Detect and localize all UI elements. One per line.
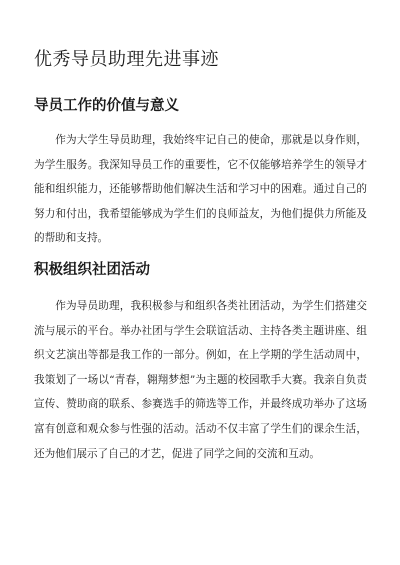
section-paragraph-activities: 作为导员助理，我积极参与和组织各类社团活动，为学生们搭建交流与展示的平台。举办社团与学生会联谊活动、主持各类主题讲座、组织文艺演出等都是我工作的一部分。例如，在上学期的学生活动周中，我策划了一场以“青春，翱翔梦想”为主题的校园歌手大赛。我亲自负责宣传、赞助商的联系、参赛选手的筛选等工作，并最终成功举办了这场富有创意和观众参与性强的活动。活动不仅丰富了学生们的课余生活，还为他们展示了自己的才艺，促进了同学之间的交流和互动。 bbox=[34, 300, 367, 460]
section-paragraph-value: 作为大学生导员助理，我始终牢记自己的使命，那就是以身作则，为学生服务。我深知导员工作的重要性，它不仅能够培养学生的领导才能和组织能力，还能够帮助他们解决生活和学习中的困难。通过自己的努力和付出，我希望能够成为学生们的良师益友，为他们提供力所能及的帮助和支持。 bbox=[34, 134, 367, 245]
section-heading-activities: 积极组织社团活动 bbox=[34, 261, 150, 278]
document-title: 优秀导员助理先进事迹 bbox=[34, 49, 219, 70]
section-heading-value: 导员工作的价值与意义 bbox=[34, 97, 179, 114]
